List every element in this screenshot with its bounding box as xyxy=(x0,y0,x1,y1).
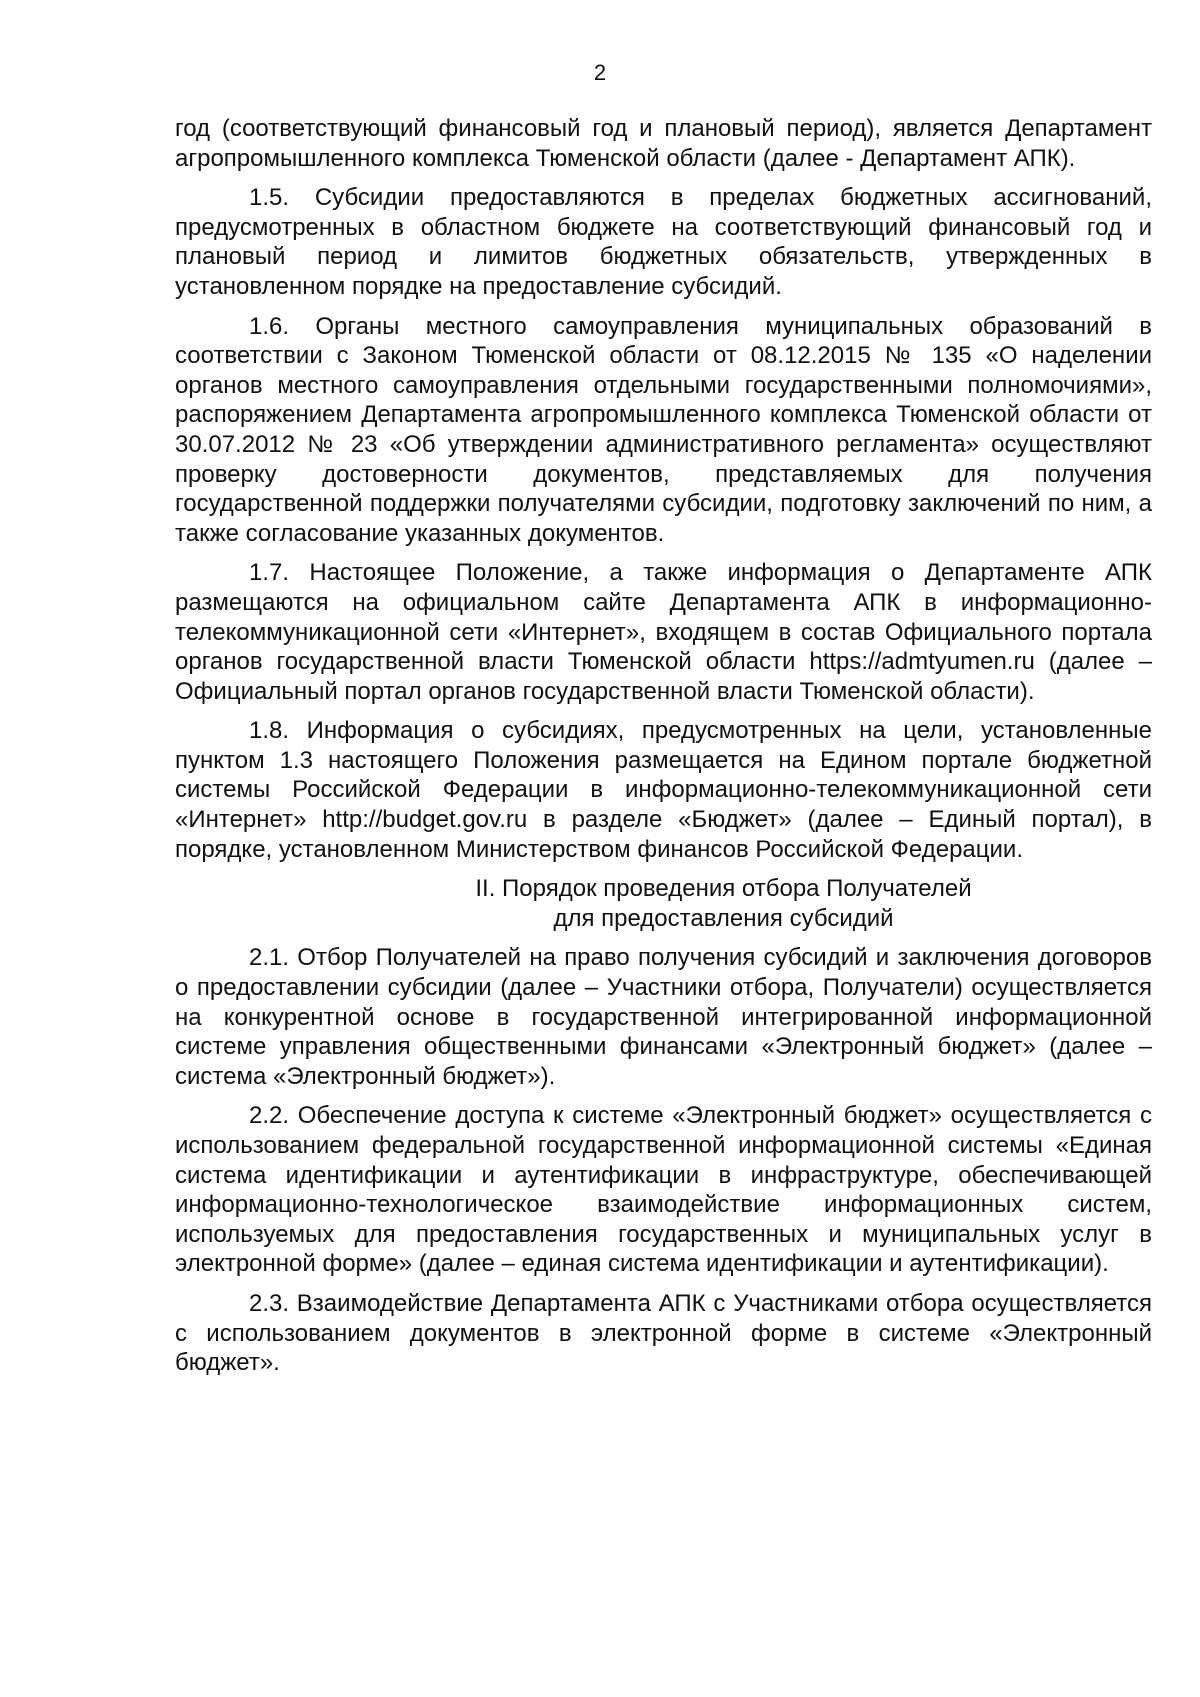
page-number: 2 xyxy=(593,60,607,85)
paragraph-2-1: 2.1. Отбор Получателей на право получения субсидий и заключения договоров о предоставлении субсидии (далее – Участники отбора, Получатели) осуществляется на конкурентной основе в государственной интегрированной информационной системе управления общественными финансами «Электронный бюджет» (далее – система «Электронный бюджет»). xyxy=(175,944,1152,1090)
section-heading xyxy=(175,874,1152,933)
document-body xyxy=(175,114,1152,1388)
paragraph-1-8: 1.8. Информация о субсидиях, предусмотренных на цели, установленные пунктом 1.3 настоящего Положения размещается на Едином портале бюджетной системы Российской Федерации в информационно-телекоммуникационной сети «Интернет» http://budget.gov.ru в разделе «Бюджет» (далее – Единый портал), в порядке, установленном Министерством финансов Российской Федерации. xyxy=(175,717,1152,863)
paragraph-1-6: 1.6. Органы местного самоуправления муниципальных образований в соответствии с Законом Тюменской области от 08.12.2015 № 135 «О наделении органов местного самоуправления отдельными государственными полномочиями», распоряжением Департамента агропромышленного комплекса Тюменской области от 30.07.2012 № 23 «Об утверждении административного регламента» осуществляют проверку достоверности документов, представляемых для получения государственной поддержки получателями субсидии, подготовку заключений по ним, а также согласование указанных документов. xyxy=(175,312,1152,547)
paragraph-2-2: 2.2. Обеспечение доступа к системе «Электронный бюджет» осуществляется с использованием федеральной государственной информационной системы «Единая система идентификации и аутентификации в инфраструктуре, обеспечивающей информационно-технологическое взаимодействие информационных систем, используемых для предоставления государственных и муниципальных услуг в электронной форме» (далее – единая система идентификации и аутентификации). xyxy=(175,1102,1152,1278)
paragraph-2-3: 2.3. Взаимодействие Департамента АПК с Участниками отбора осуществляется с использованием документов в электронной форме в системе «Электронный бюджет». xyxy=(175,1289,1152,1377)
paragraph-continuation: год (соответствующий финансовый год и плановый период), является Департамент агропромышленного комплекса Тюменской области (далее - Департамент АПК). xyxy=(175,115,1152,172)
paragraph-1-7: 1.7. Настоящее Положение, а также информация о Департаменте АПК размещаются на официальном сайте Департамента АПК в информационно-телекоммуникационной сети «Интернет», входящем в состав Официального портала органов государственной власти Тюменской области https://admtyumen.ru (далее – Официальный портал органов государственной власти Тюменской области). xyxy=(175,559,1152,705)
section-heading-line-2: для предоставления субсидий xyxy=(553,904,894,932)
section-heading-line-1: II. Порядок проведения отбора Получателей xyxy=(475,875,972,903)
paragraph-1-5: 1.5. Субсидии предоставляются в пределах бюджетных ассигнований, предусмотренных в областном бюджете на соответствующий финансовый год и плановый период и лимитов бюджетных обязательств, утвержденных в установленном порядке на предоставление субсидий. xyxy=(175,184,1152,300)
